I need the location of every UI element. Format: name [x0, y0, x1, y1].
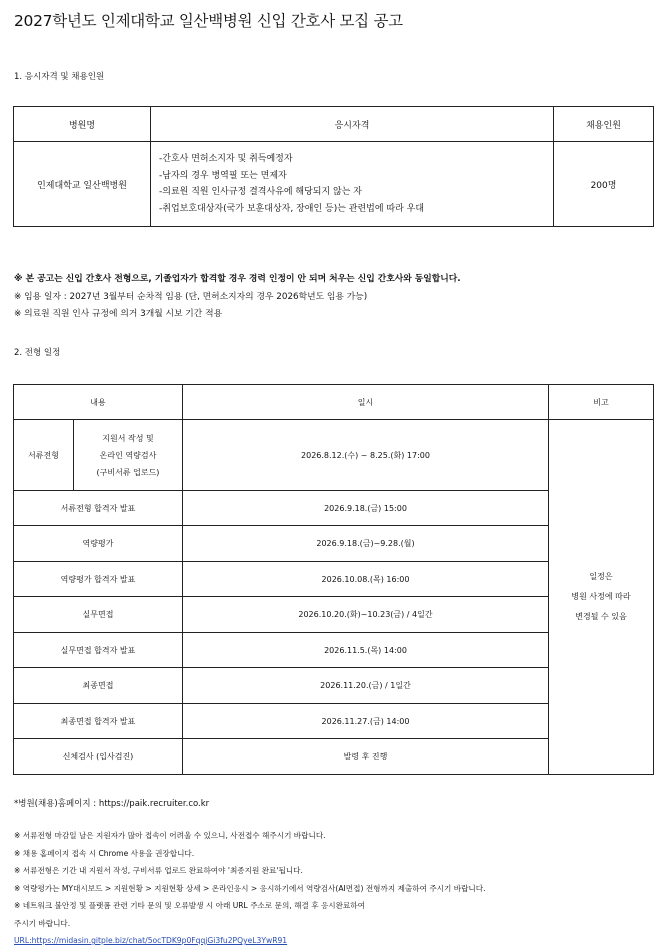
schedule-date: 발령 후 진행: [183, 739, 549, 775]
schedule-label: 서류전형 합격자 발표: [14, 491, 183, 526]
schedule-label: 실무면접 합격자 발표: [14, 633, 183, 668]
header-hospital: 병원명: [14, 107, 151, 142]
schedule-label: 실무면접: [14, 597, 183, 633]
guide-item: ※ 네트워크 불안정 및 플랫폼 관련 기타 문의 및 오류발생 시 아래 URL 주소로 문의, 해결 후 응시완료하여: [14, 901, 365, 910]
header-content: 내용: [14, 385, 183, 420]
guide-item: ※ 서류전형 마감일 날은 지원자가 많아 접속이 어려울 수 있으니, 사전접수 해주시기 바랍니다.: [14, 831, 326, 840]
qualifications-table: [13, 106, 654, 227]
header-remark: 비고: [549, 385, 654, 420]
schedule-label: 신체검사 (입사검진): [14, 739, 183, 775]
sub-line: (구비서류 업로드): [96, 467, 160, 477]
remark-line: 변경될 수 있음: [575, 612, 627, 621]
hospital-name: 인제대학교 일산백병원: [14, 142, 151, 227]
section-heading-qualifications: 1. 응시자격 및 채용인원: [14, 72, 105, 82]
support-url-link[interactable]: URL:https://midasin.gitple.biz/chat/5ocTDK9p0FqqjGi3fu2PQyeL3YwR91: [14, 936, 288, 945]
schedule-label: 역량평가 합격자 발표: [14, 562, 183, 597]
schedule-label: 역량평가: [14, 526, 183, 562]
header-qualifications: 응시자격: [151, 107, 554, 142]
notice-item: ※ 본 공고는 신입 간호사 전형으로, 기졸업자가 합격할 경우 경력 인정이 안 되며 처우는 신입 간호사와 동일합니다.: [14, 274, 461, 284]
guide-item: ※ 역량평가는 MY대시보드 > 지원현황 > 지원현황 상세 > 온라인응시 > 응시하기에서 역량검사(AI면접) 전형까지 제출하여 주시기 바랍니다.: [14, 883, 486, 893]
notice-list: [14, 271, 461, 324]
guide-item: ※ 서류전형은 기간 내 지원서 작성, 구비서류 업로드 완료하여야 '최종지원 완료'됩니다.: [14, 866, 303, 875]
schedule-date: 2026.11.27.(금) 14:00: [183, 704, 549, 739]
schedule-group-document: 서류전형: [14, 420, 74, 491]
remark-line: 일정은: [589, 572, 613, 581]
schedule-date: 2026.8.12.(수) ~ 8.25.(화) 17:00: [183, 420, 549, 491]
sub-line: 온라인 역량검사: [99, 450, 157, 460]
section-heading-schedule: 2. 전형 일정: [14, 348, 61, 358]
schedule-remark: [549, 420, 654, 775]
schedule-date: 2026.9.18.(금) 15:00: [183, 491, 549, 526]
sub-line: 지원서 작성 및: [102, 433, 154, 443]
schedule-label: 최종면접 합격자 발표: [14, 704, 183, 739]
page-title: 2027학년도 인제대학교 일산백병원 신입 간호사 모집 공고: [14, 12, 403, 30]
qualification-item: -취업보호대상자(국가 보훈대상자, 장애인 등)는 관련법에 따라 우대: [159, 203, 425, 214]
header-date: 일시: [183, 385, 549, 420]
guide-item: 주시기 바랍니다.: [14, 918, 71, 928]
schedule-label: 최종면접: [14, 668, 183, 704]
notice-item: ※ 임용 일자 : 2027년 3월부터 순차적 임용 (단, 면허소지자의 경우 2026학년도 임용 가능): [14, 291, 368, 302]
schedule-date: 2026.11.20.(금) / 1일간: [183, 668, 549, 704]
remark-line: 병원 사정에 따라: [571, 592, 631, 601]
qualification-item: -남자의 경우 병역필 또는 면제자: [159, 170, 287, 181]
schedule-sub-application: [74, 420, 183, 491]
schedule-date: 2026.9.18.(금)~9.28.(월): [183, 526, 549, 562]
hire-count: 200명: [554, 142, 654, 227]
header-count: 채용인원: [554, 107, 654, 142]
schedule-date: 2026.10.08.(목) 16:00: [183, 562, 549, 597]
guide-list: [14, 827, 486, 950]
qualifications-list: [151, 142, 554, 227]
qualification-item: -의료원 직원 인사규정 결격사유에 해당되지 않는 자: [159, 187, 362, 197]
schedule-table: [13, 384, 654, 775]
guide-item: ※ 채용 홈페이지 접속 시 Chrome 사용을 권장합니다.: [14, 848, 195, 858]
schedule-date: 2026.11.5.(목) 14:00: [183, 633, 549, 668]
schedule-date: 2026.10.20.(화)~10.23(금) / 4일간: [183, 597, 549, 633]
homepage-info: *병원(채용)홈페이지 : https://paik.recruiter.co.kr: [14, 799, 210, 809]
notice-item: ※ 의료원 직원 인사 규정에 의거 3개월 시보 기간 적용: [14, 309, 223, 319]
qualification-item: -간호사 면허소지자 및 취득예정자: [159, 154, 293, 164]
